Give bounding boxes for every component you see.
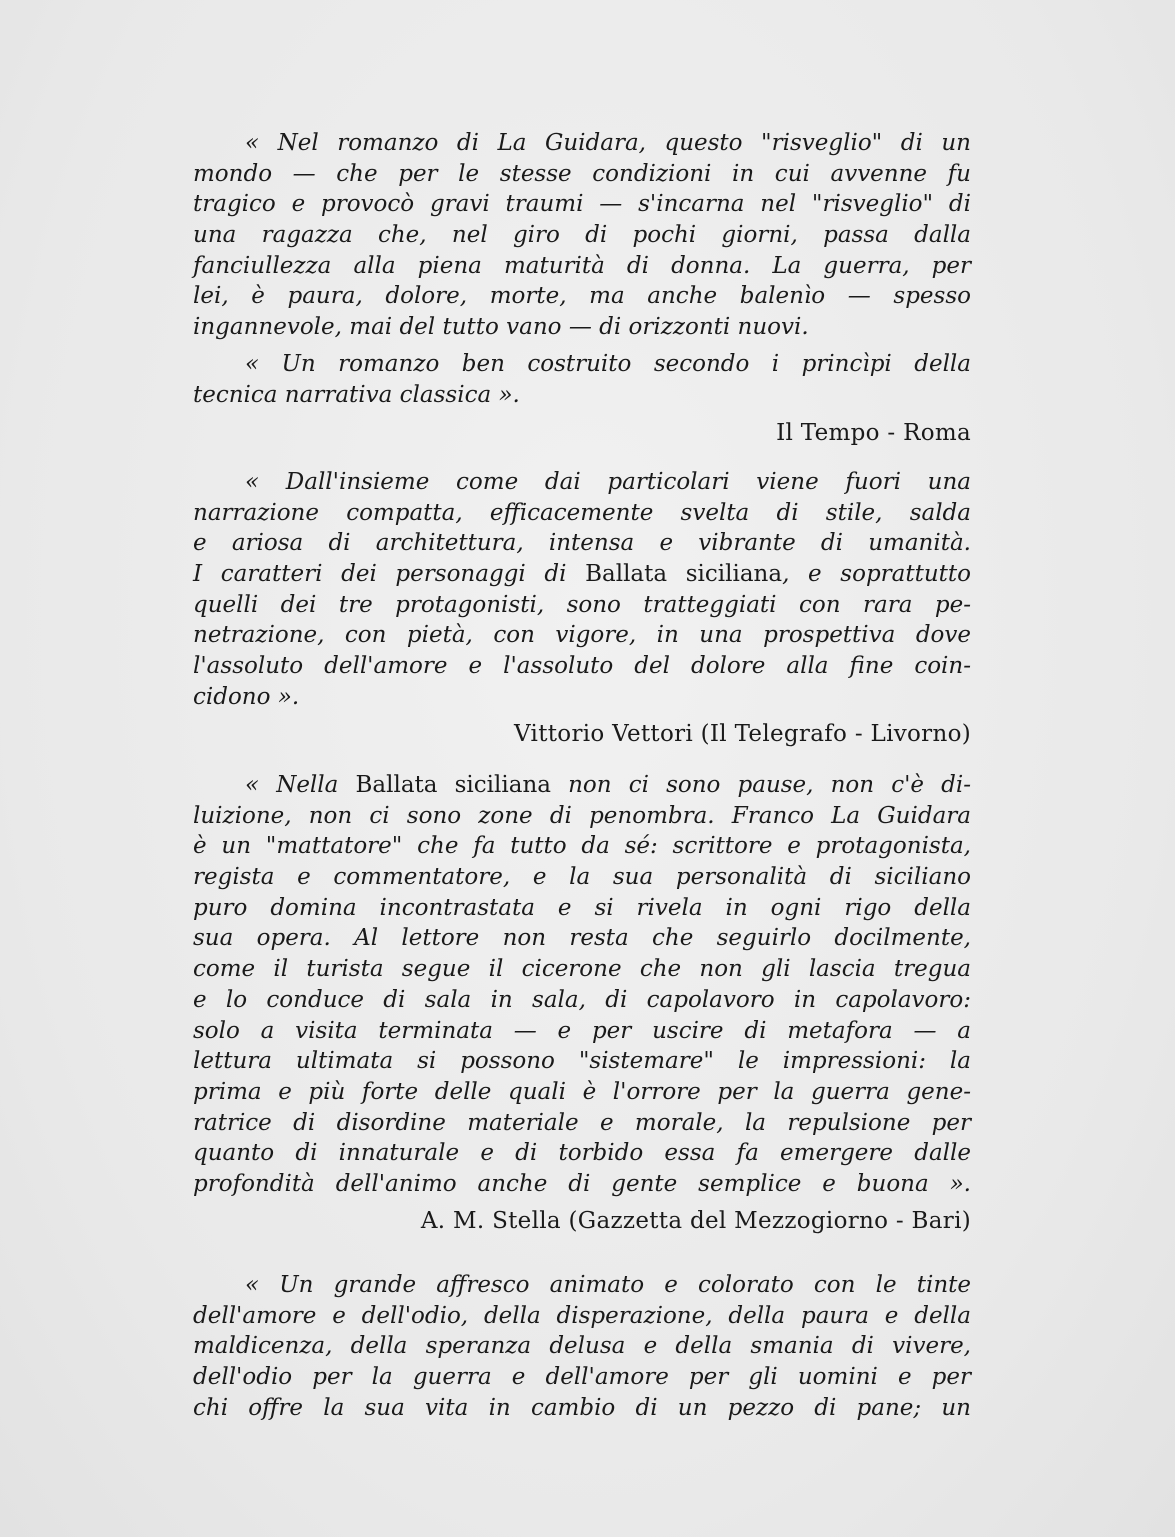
text-line: quelli dei tre protagonisti, sono tratteggiati con rara pe- <box>193 591 971 618</box>
text-line: fanciullezza alla piena maturità di donna. La guerra, per <box>193 252 971 279</box>
text-line: ingannevole, mai del tutto vano — di orizzonti nuovi. <box>193 314 809 341</box>
text-line: quanto di innaturale e di torbido essa fa emergere dalle <box>193 1140 971 1167</box>
review-attribution: A. M. Stella (Gazzetta del Mezzogiorno - Bari) <box>420 1207 971 1234</box>
text-line: dell'amore e dell'odio, della disperazione, della paura e della <box>193 1302 971 1329</box>
text-line: profondità dell'animo anche di gente semplice e buona ». <box>193 1170 971 1197</box>
text-line: come il turista segue il cicerone che non gli lascia tregua <box>193 956 971 983</box>
review-gazzetta <box>193 770 971 1236</box>
text-segment: I caratteri dei personaggi di <box>193 561 567 588</box>
text-line: chi offre la sua vita in cambio di un pezzo di pane; un <box>193 1394 971 1421</box>
text-line: « Un romanzo ben costruito secondo i princìpi della <box>245 350 971 377</box>
text-line <box>193 559 971 590</box>
text-line: tecnica narrativa classica ». <box>193 381 520 408</box>
text-segment: non ci sono pause, non c'è di- <box>568 772 972 798</box>
text-line: netrazione, con pietà, con vigore, in una prospettiva dove <box>193 622 971 649</box>
text-segment: « Nella <box>245 772 339 798</box>
text-line: maldicenza, della speranza delusa e della smania di vivere, <box>193 1333 971 1360</box>
text-line: cidono ». <box>193 683 300 710</box>
text-line: e ariosa di architettura, intensa e vibrante di umanità. <box>193 530 971 557</box>
text-line: sua opera. Al lettore non resta che seguirlo docilmente, <box>193 925 971 952</box>
text-line: lei, è paura, dolore, morte, ma anche balenìo — spesso <box>193 283 971 310</box>
review-continued <box>193 1270 971 1423</box>
book-title: Ballata siciliana <box>355 772 551 798</box>
text-line: lettura ultimata si possono "sistemare" le impressioni: la <box>193 1048 971 1075</box>
review-attribution: Il Tempo - Roma <box>776 420 971 447</box>
text-segment: , e soprattutto <box>782 561 972 588</box>
text-line: dell'odio per la guerra e dell'amore per gli uomini e per <box>193 1364 971 1391</box>
text-line: mondo — che per le stesse condizioni in cui avvenne fu <box>193 160 971 187</box>
text-line: tragico e provocò gravi traumi — s'incarna nel "risveglio" di <box>193 191 971 218</box>
text-line: regista e commentatore, e la sua personalità di siciliano <box>193 864 971 891</box>
text-line: è un "mattatore" che fa tutto da sé: scrittore e protagonista, <box>193 833 971 860</box>
review-il-telegrafo <box>193 467 971 749</box>
text-line: l'assoluto dell'amore e l'assoluto del dolore alla fine coin- <box>193 653 971 680</box>
text-line: « Dall'insieme come dai particolari viene fuori una <box>245 469 971 495</box>
text-line: « Nel romanzo di La Guidara, questo "risveglio" di un <box>245 130 971 156</box>
text-line: puro domina incontrastata e si rivela in ogni rigo della <box>193 894 971 921</box>
text-line: narrazione compatta, efficacemente svelta di stile, salda <box>193 499 971 526</box>
text-line: e lo conduce di sala in sala, di capolavoro in capolavoro: <box>193 986 971 1013</box>
text-line: « Un grande affresco animato e colorato con le tinte <box>245 1272 971 1298</box>
text-line <box>193 770 971 801</box>
text-line: ratrice di disordine materiale e morale, la repulsione per <box>193 1109 971 1136</box>
review-il-tempo <box>193 128 971 448</box>
text-line: luizione, non ci sono zone di penombra. Franco La Guidara <box>193 802 971 829</box>
text-line: una ragazza che, nel giro di pochi giorni, passa dalla <box>193 222 971 249</box>
review-attribution: Vittorio Vettori (Il Telegrafo - Livorno) <box>514 720 971 747</box>
book-title: Ballata siciliana <box>585 561 783 588</box>
text-line: prima e più forte delle quali è l'orrore per la guerra gene- <box>193 1078 971 1105</box>
text-line: solo a visita terminata — e per uscire di metafora — a <box>193 1017 971 1044</box>
